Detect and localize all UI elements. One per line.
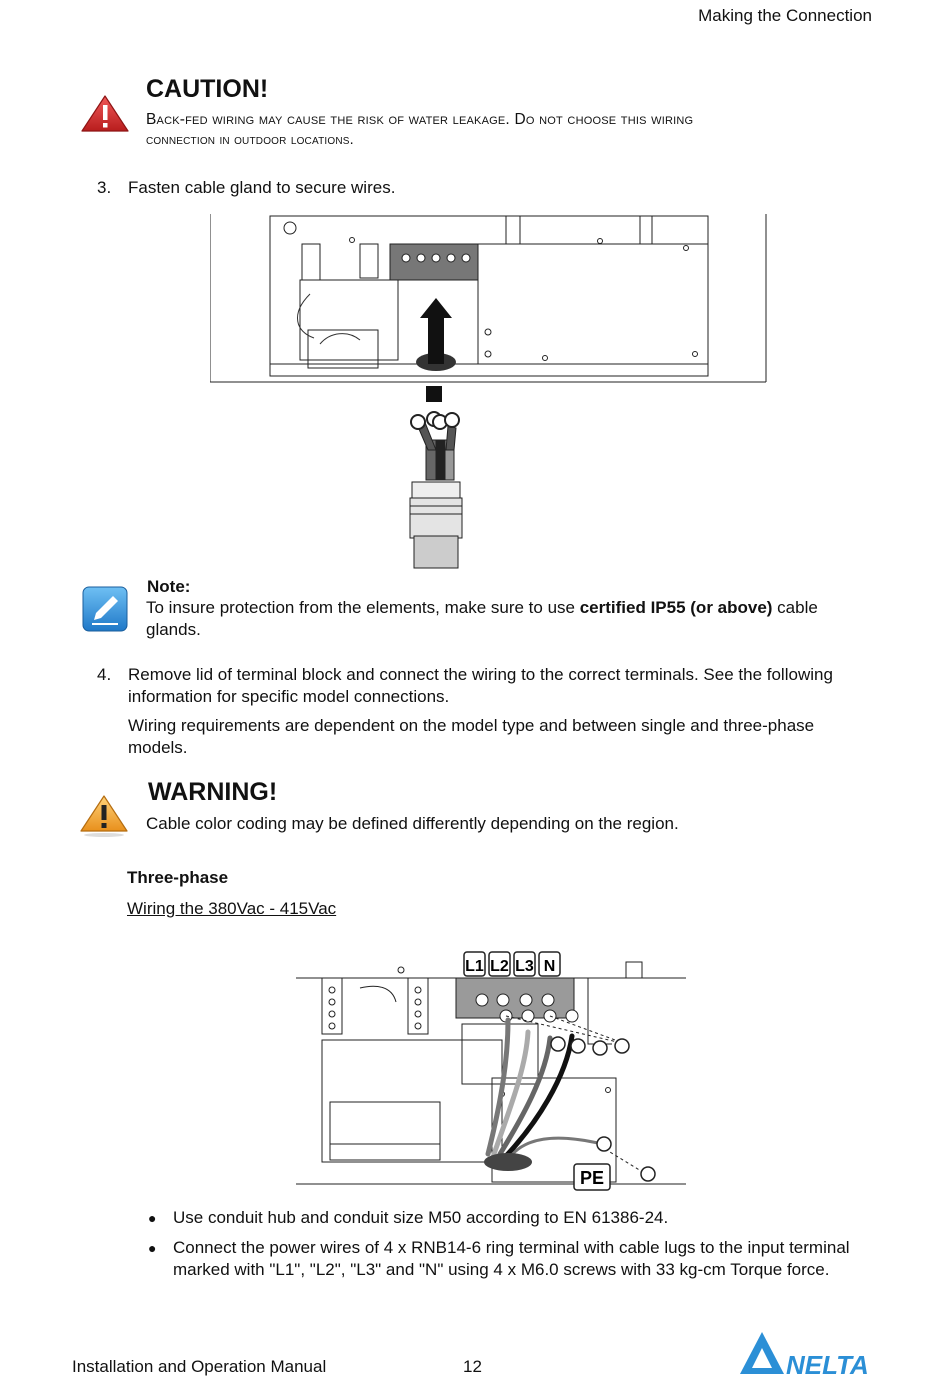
caution-text	[146, 109, 866, 151]
bullet-text-2: Connect the power wires of 4 x RNB14-6 ring terminal with cable lugs to the input terminal marked with "L1", "L2", "L3" and "N" using 4 x M6.0 screws with 33 kg-cm Torque force.	[173, 1238, 850, 1279]
warning-triangle-icon	[79, 794, 129, 838]
warning-title: WARNING!	[148, 778, 278, 806]
bullet-text-1: Use conduit hub and conduit size M50 according to EN 61386-24.	[173, 1208, 669, 1227]
three-phase-wiring-figure	[296, 948, 688, 1192]
terminal-label-l3: L3	[515, 958, 534, 975]
terminal-label-n: N	[543, 958, 556, 975]
bullet-item-2	[148, 1237, 878, 1281]
page-number: 12	[463, 1357, 482, 1376]
cable-gland-figure	[210, 214, 768, 569]
pencil-note-icon	[82, 586, 128, 632]
step-4-text: Remove lid of terminal block and connect the wiring to the correct terminals. See the following information for specific model connections.	[128, 665, 833, 706]
warning-text: Cable color coding may be defined differently depending on the region.	[146, 814, 679, 833]
step-4-number: 4.	[97, 665, 112, 684]
bullet-dot: ●	[148, 1240, 157, 1256]
caution-triangle-icon	[80, 94, 130, 134]
footer-manual-title: Installation and Operation Manual	[72, 1357, 327, 1376]
note-text-bold: certified IP55 (or above)	[579, 598, 773, 617]
note-text-after: cable glands.	[146, 598, 818, 639]
ground-label-pe: PE	[579, 1168, 605, 1188]
terminal-labels	[464, 952, 560, 976]
step-3-text: Fasten cable gland to secure wires.	[128, 178, 396, 197]
note-title: Note:	[147, 577, 191, 596]
three-phase-heading: Three-phase	[127, 868, 229, 887]
delta-logo	[738, 1330, 874, 1378]
step-4-paragraph: Wiring requirements are dependent on the model type and between single and three-phase models.	[128, 716, 815, 757]
note-text-before: To insure protection from the elements, make sure to use	[146, 598, 580, 617]
caution-title: CAUTION!	[146, 75, 269, 103]
terminal-label-l1: L1	[465, 958, 484, 975]
caution-line-1: Back-fed wiring may cause the risk of water leakage. Do not choose this wiring	[146, 111, 694, 128]
delta-logo-text: NELTA	[786, 1350, 869, 1378]
bullet-item-1	[148, 1207, 878, 1229]
step-3-number: 3.	[97, 178, 112, 197]
section-header: Making the Connection	[698, 6, 872, 25]
caution-line-2: connection in outdoor locations.	[146, 132, 354, 148]
terminal-label-l2: L2	[490, 958, 509, 975]
note-text	[146, 597, 866, 641]
bullet-dot: ●	[148, 1210, 157, 1226]
three-phase-subheading[interactable]: Wiring the 380Vac - 415Vac	[127, 899, 337, 918]
